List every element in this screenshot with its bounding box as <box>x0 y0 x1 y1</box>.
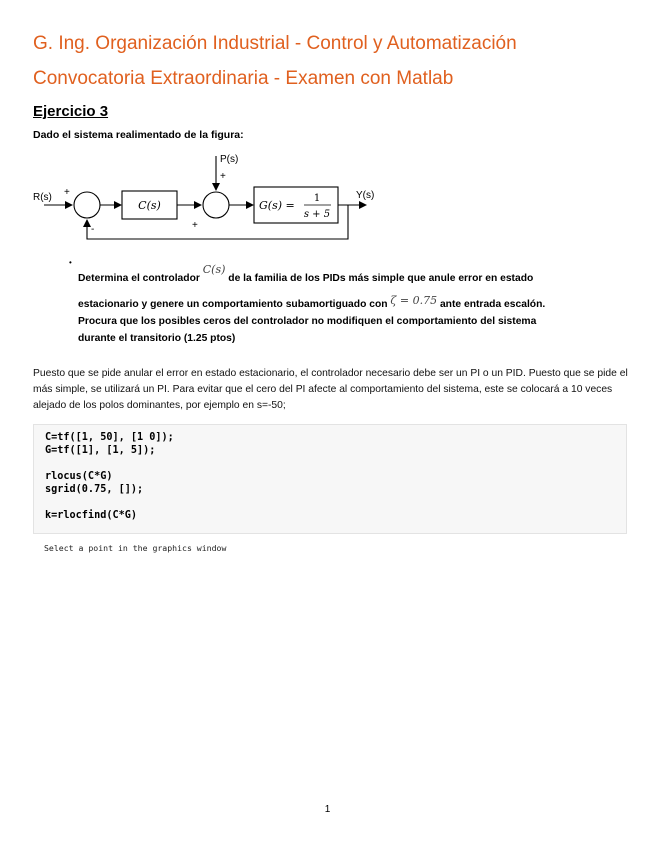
question-line-1 <box>78 263 534 284</box>
zeta-math: ζ = 0.75 <box>390 294 438 307</box>
plus-sign-3: + <box>192 220 198 231</box>
plant-numerator: 1 <box>313 193 321 204</box>
exercise-intro: Dado el sistema realimentado de la figura: <box>33 129 244 141</box>
page-subtitle: Convocatoria Extraordinaria - Examen con Matlab <box>33 68 454 89</box>
exercise-heading: Ejercicio 3 <box>33 103 109 120</box>
plant-denominator: s + 5 <box>303 209 331 220</box>
question-text: Determina el controlador <box>78 273 200 284</box>
controller-label: C(s) <box>138 199 161 212</box>
question-text: estacionario y genere un comportamiento subamortiguado con <box>78 299 388 310</box>
code-line: sgrid(0.75, []); <box>45 484 144 495</box>
disturbance-label: P(s) <box>220 154 239 165</box>
command-output: Select a point in the graphics window <box>44 543 227 553</box>
question-line-3: Procura que los posibles ceros del controlador no modifiquen el comportamiento del sistema <box>78 316 537 327</box>
question-text: de la familia de los PIDs más simple que anule error en estado <box>228 273 534 284</box>
question-text: ante entrada escalón. <box>439 299 546 310</box>
question-line-4: durante el transitorio (1.25 ptos) <box>78 333 236 344</box>
question-bullet: • <box>69 258 72 267</box>
controller-math: C(s) <box>202 263 226 276</box>
question-line-2 <box>78 294 546 310</box>
page-number: 1 <box>324 804 331 815</box>
summing-junction-1 <box>74 192 100 218</box>
minus-sign-1: - <box>91 224 95 235</box>
plant-label: G(s) = <box>259 199 295 212</box>
output-label: Y(s) <box>356 190 375 201</box>
page-title: G. Ing. Organización Industrial - Control y Automatización <box>33 33 517 54</box>
code-line: rlocus(C*G) <box>45 471 113 482</box>
code-block <box>33 424 627 534</box>
summing-junction-2 <box>203 192 229 218</box>
plus-sign-2: + <box>220 171 226 182</box>
plus-sign-1: + <box>64 187 70 198</box>
input-label: R(s) <box>33 192 52 203</box>
code-line: G=tf([1], [1, 5]); <box>45 445 156 456</box>
code-line: k=rlocfind(C*G) <box>45 510 138 521</box>
code-line: C=tf([1, 50], [1 0]); <box>45 432 174 443</box>
block-diagram <box>30 150 390 248</box>
answer-paragraph: Puesto que se pide anular el error en estado estacionario, el controlador necesario debe ser un PI o un PID. Puesto que se pide el más simple, se utilizará un PI. Para evitar que el cero del PI afecte al comportamiento del sistema, este se colocará a 10 veces alejado de los polos dominantes, por ejemplo en s=-50; <box>33 368 628 411</box>
